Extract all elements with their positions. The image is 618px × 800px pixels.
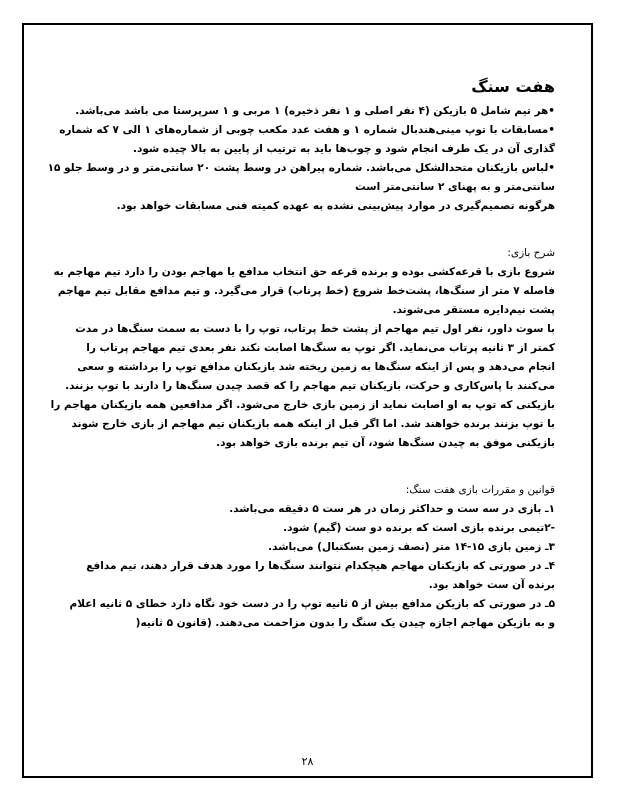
rule-line: ۳ـ زمین بازی ۱۵-۱۴ متر (نصف زمین بسکتبال) می‌باشد.	[268, 541, 555, 553]
rules-heading: قوانین و مقررات بازی هفت سنگ:	[405, 484, 555, 496]
description-line: بازیکنی موفق به چیدن سنگ‌ها شود، آن تیم برنده بازی خواهد بود.	[216, 437, 555, 449]
intro-line: •هر تیم شامل ۵ بازیکن (۴ نفر اصلی و ۱ نفر ذخیره) ۱ مربی و ۱ سرپرستا می باشد می‌باشد.	[75, 105, 555, 117]
description-line: انجام می‌دهد و پس از اینکه سنگ‌ها به زمین ریخته شد بازیکنان مدافع توپ را برداشته و سعی	[77, 361, 555, 373]
description-section	[50, 244, 555, 453]
description-line: با سوت داور، نفر اول تیم مهاجم از پشت خط پرتاب، توپ را با دست به سمت سنگ‌ها در مدت	[75, 323, 555, 335]
description-line: می‌کنند با پاس‌کاری و حرکت، بازیکنان تیم مهاجم را که قصد چیدن سنگ‌ها را دارند با توپ بزنند.	[65, 380, 555, 392]
intro-section	[47, 102, 555, 216]
description-line: با توپ بزنند برنده خواهند شد. اما اگر قبل از اینکه همه بازیکنان تیم مهاجم از بازی خارج شوند	[71, 418, 555, 430]
section-gap	[60, 216, 555, 244]
section-gap	[60, 453, 555, 481]
rule-line: ۱ـ بازی در سه ست و حداکثر زمان در هر ست ۵ دقیقه می‌باشد.	[229, 503, 555, 515]
rule-line: و به بازیکن مهاجم اجازه چیدن یک سنگ را بدون مزاحمت می‌دهند. (قانون ۵ ثانیه(	[135, 617, 555, 629]
description-line: بازیکنی که توپ به او اصابت نماید از زمین بازی خارج می‌شود. اگر مدافعین همه بازیکنان مهاجم را	[50, 399, 555, 411]
rule-line: ۴ـ در صورتی که بازیکنان مهاجم هیچکدام نتوانند سنگ‌ها را مورد هدف قرار دهند، تیم مدافع	[86, 560, 555, 572]
rule-line: -۲تیمی برنده بازی است که برنده دو ست (گیم) شود.	[283, 522, 555, 534]
intro-line: سانتی‌متر و به پهنای ۲ سانتی‌متر است	[355, 181, 555, 193]
rule-line: ۵ـ در صورتی که بازیکن مدافع بیش از ۵ ثانیه توپ را در دست خود نگاه دارد خطای ۵ ثانیه اعلام	[69, 598, 555, 610]
intro-line: هرگونه تصمیم‌گیری در موارد پیش‌بینی نشده به عهده کمیته فنی مسابقات خواهد بود.	[116, 200, 555, 212]
description-heading: شرح بازی:	[507, 247, 555, 259]
document-body	[47, 77, 555, 633]
description-line: فاصله ۷ متر از سنگ‌ها، پشت‌خط شروع (خط پرتاب) قرار می‌گیرد. و تیم مدافع مقابل تیم مهاجم	[57, 285, 555, 297]
rules-section	[60, 481, 555, 633]
description-line: پشت نیم‌دایره مستقر می‌شوند.	[392, 304, 555, 316]
description-line: شروع بازی با قرعه‌کشی بوده و برنده قرعه حق انتخاب مدافع یا مهاجم بودن را دارد تیم مهاجم به	[53, 266, 555, 278]
rule-line: برنده آن ست خواهد بود.	[428, 579, 555, 591]
page-number: ۲۸	[301, 755, 314, 768]
intro-line: •لباس بازیکنان متحدالشکل می‌باشد. شماره پیراهن در وسط پشت ۲۰ سانتی‌متر و در وسط جلو ۱۵	[47, 162, 555, 174]
intro-line: •مسابقات با توپ مینی‌هندبال شماره ۱ و هفت عدد مکعب چوبی از شماره‌های ۱ الی ۷ که شماره	[59, 124, 555, 136]
description-line: کمتر از ۳ ثانیه پرتاب می‌نماید. اگر توپ به سنگ‌ها اصابت نکند نفر بعدی تیم مهاجم پرتاب را	[86, 342, 555, 354]
page-frame	[22, 23, 593, 778]
intro-line: گذاری آن در یک طرف انجام شود و چوب‌ها باید به ترتیب از پایین به بالا چیده شود.	[132, 143, 555, 155]
document-title: هفت سنگ	[471, 77, 555, 96]
